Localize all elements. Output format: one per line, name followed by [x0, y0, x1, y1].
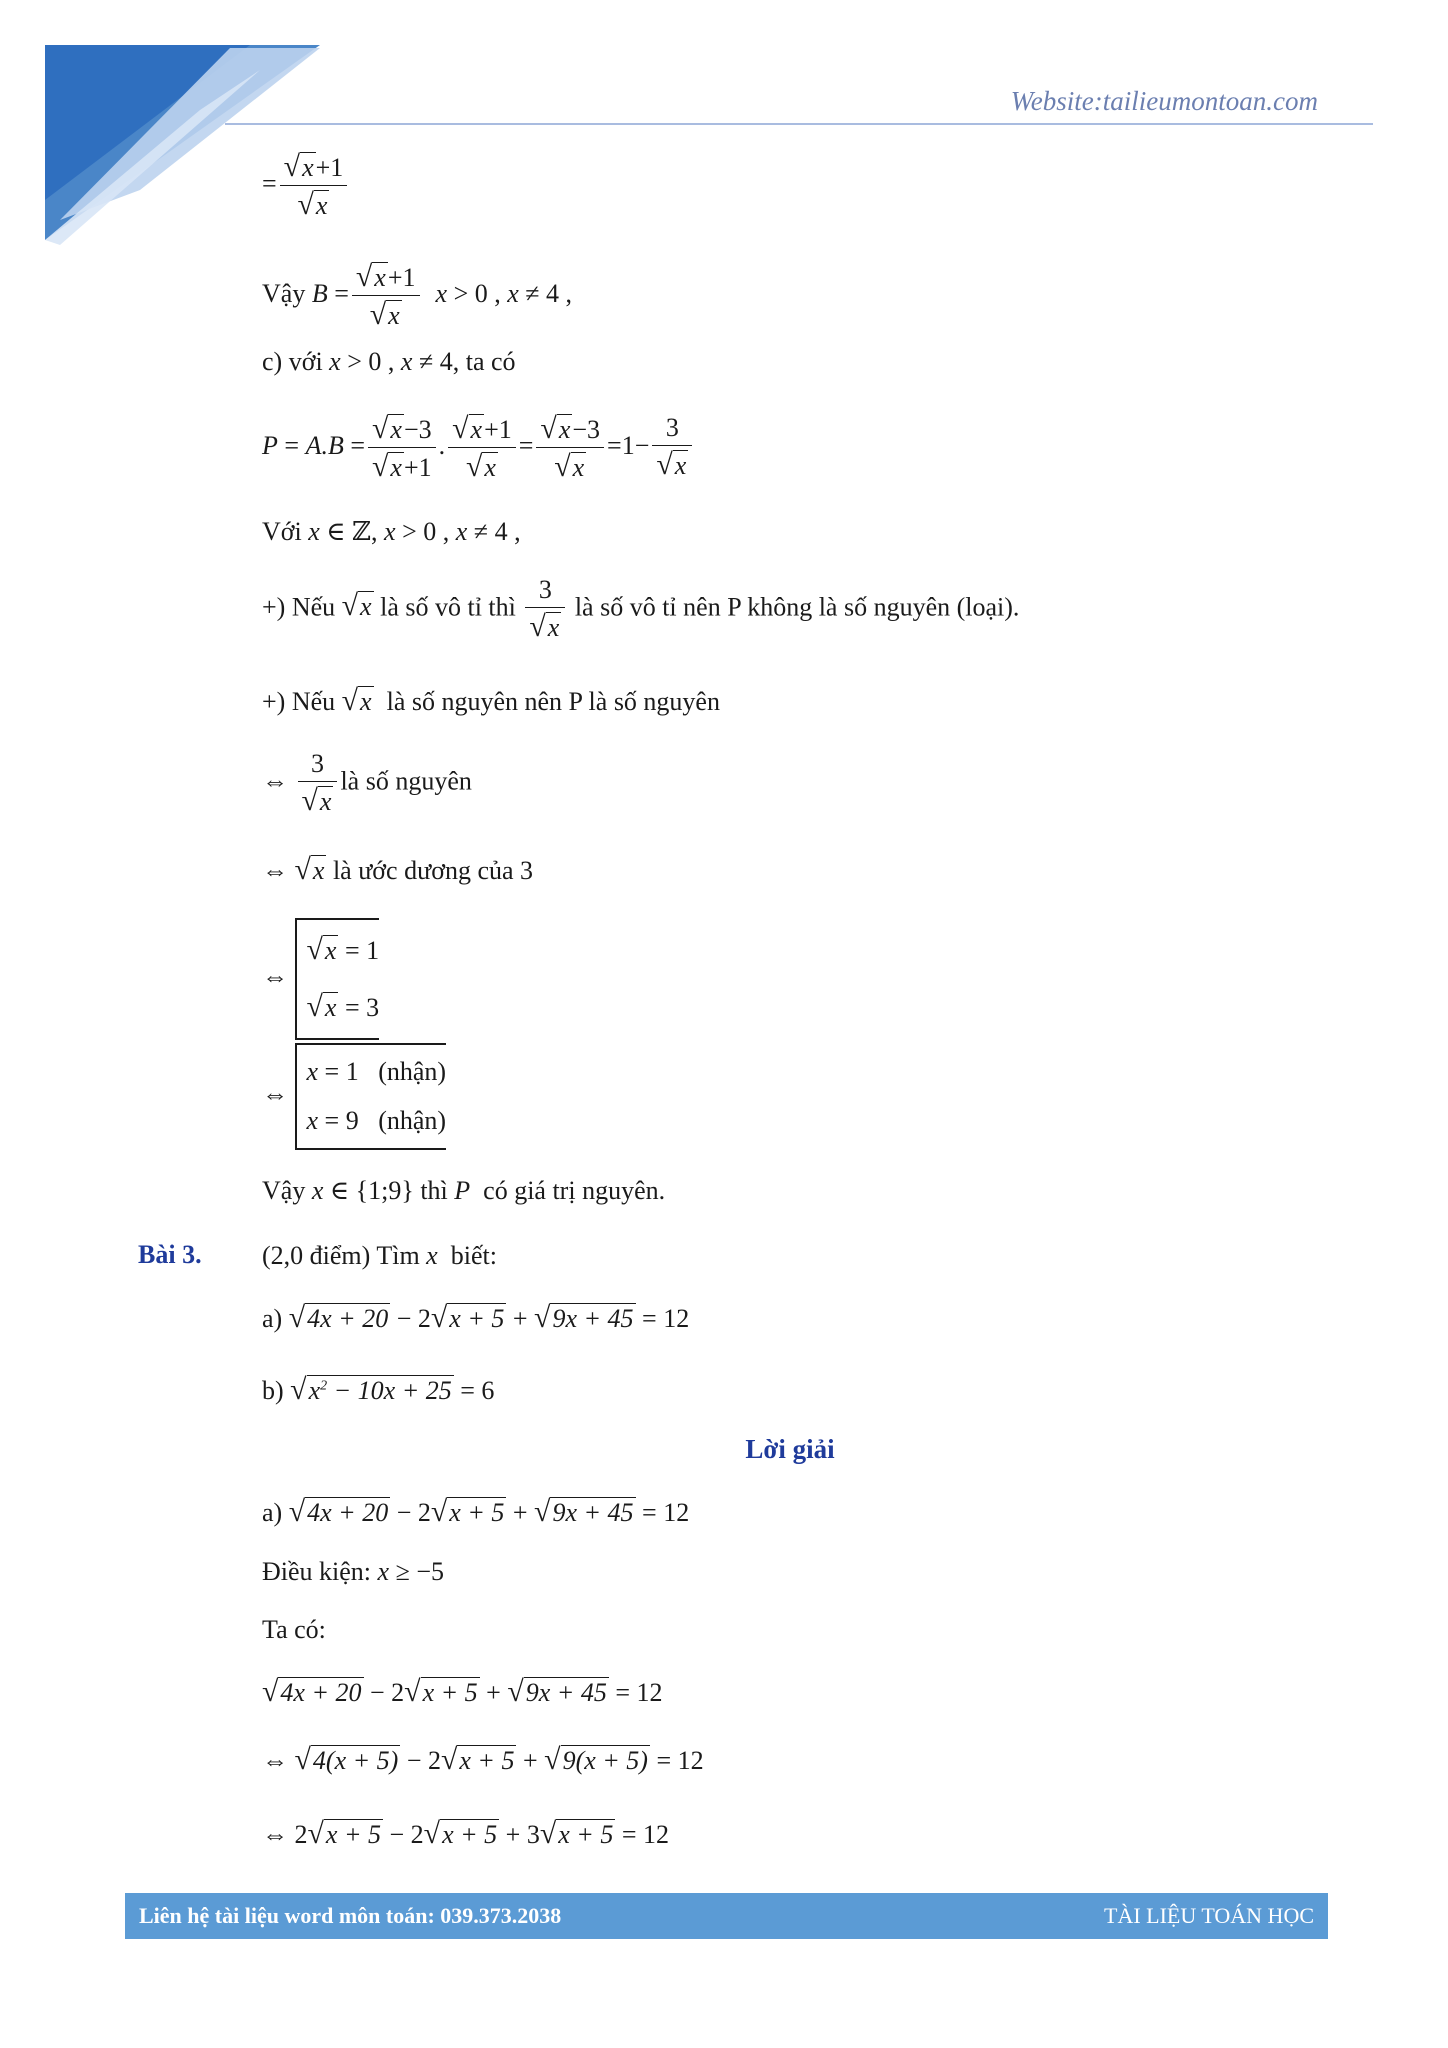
- problem-label: Bài 3.: [138, 1240, 202, 1269]
- step-1: √4x + 20 − 2√x + 5 + √9x + 45 = 12: [262, 1675, 663, 1708]
- condition-integer: Với x ∈ ℤ, x > 0 , x ≠ 4 ,: [262, 517, 521, 546]
- equation-result: = $\frac{√x+1}{√x}$: [262, 148, 350, 224]
- solution-a-statement: a) √4x + 20 − 2√x + 5 + √9x + 45 = 12: [262, 1495, 690, 1528]
- step-3: ⇔ 2√x + 5 − 2√x + 5 + 3√x + 5 = 12: [262, 1817, 670, 1850]
- case-integer: +) Nếu √x là số nguyên nên P là số nguyên: [262, 684, 720, 717]
- solution-title: Lời giải: [745, 1434, 835, 1464]
- step-x-cases: ⇔ x = 1 (nhận) x = 9 (nhận): [262, 1043, 446, 1150]
- ta-co-label: Ta có:: [262, 1615, 326, 1644]
- conclusion-B: Vậy B = $\frac{√x+1}{√x}$ x > 0 , x ≠ 4 ,: [262, 260, 573, 332]
- domain-condition: Điều kiện: x ≥ −5: [262, 1557, 445, 1586]
- footer-brand: TÀI LIỆU TOÁN HỌC: [1104, 1903, 1314, 1928]
- step-2: ⇔ √4(x + 5) − 2√x + 5 + √9(x + 5) = 12: [262, 1743, 704, 1776]
- part-c-intro: c) với x > 0 , x ≠ 4, ta có: [262, 347, 516, 376]
- case-irrational: +) Nếu √x là số vô tỉ thì $\frac{3}{√x}$ là số vô tỉ nên P không là số nguyên (loại).: [262, 575, 1020, 643]
- website-header: Website:tailieumontoan.com: [1010, 86, 1318, 116]
- problem-a: a) √4x + 20 − 2√x + 5 + √9x + 45 = 12: [262, 1301, 690, 1334]
- header-divider: [225, 123, 1373, 125]
- problem-statement: (2,0 điểm) Tìm x biết:: [262, 1241, 497, 1270]
- footer-bar: [125, 1893, 1328, 1939]
- final-conclusion: Vậy x ∈ {1;9} thì P có giá trị nguyên.: [262, 1176, 666, 1205]
- step-fraction-integer: ⇔ $\frac{3}{√x}$ là số nguyên: [262, 749, 472, 817]
- step-divisor: ⇔ √x là ước dương của 3: [262, 853, 534, 886]
- step-sqrt-cases: ⇔ √x = 1 √x = 3: [262, 918, 379, 1040]
- equation-P: P = A.B = $\frac{√x-3}{√x+1}$ . $\frac{√x+1}{√x}$ = $\frac{√x-3}{√x}$ =1− $\frac{3}{√x}$: [262, 410, 695, 486]
- problem-b: b) $√x^2 - 10x + 25 = 6$: [262, 1373, 495, 1406]
- footer-contact: Liên hệ tài liệu word môn toán: 039.373.2038: [139, 1903, 562, 1928]
